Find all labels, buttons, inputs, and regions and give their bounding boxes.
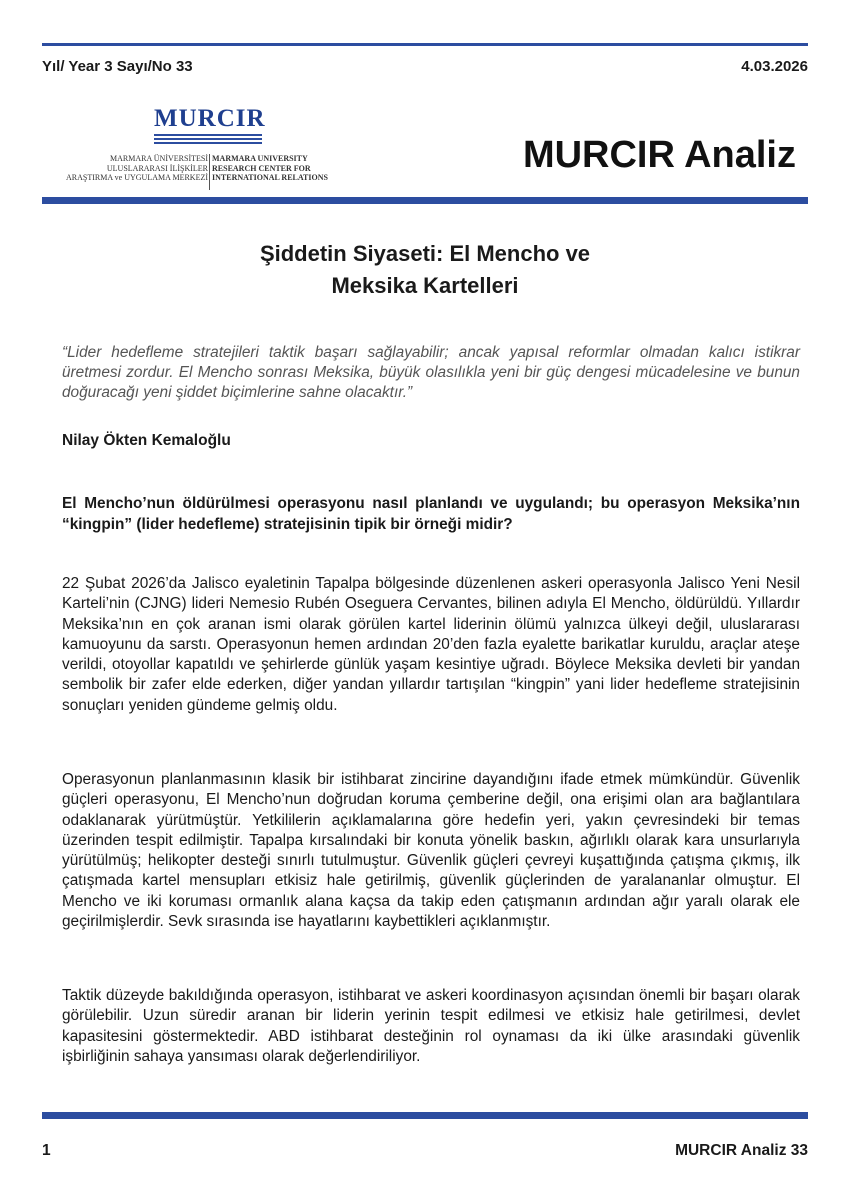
logo-text-english: MARMARA UNIVERSITY RESEARCH CENTER FOR INTERNATIONAL RELATIONS [212, 154, 328, 182]
page-number: 1 [42, 1142, 51, 1159]
footer-publication: MURCIR Analiz 33 [675, 1142, 808, 1159]
body-paragraph-2: Operasyonun planlanmasının klasik bir istihbarat zincirine dayandığını ifade etmek mümkündür. Güvenlik güçleri operasyonu, El Mencho’nun doğrudan koruma çemberine değil, ona erişimi olan ara bağlantılara odaklanarak yürütmüştür. Yetkililerin açıklamalarına göre hedefin yeri, yakın çevresindeki bir temas üzerinden tespit edilmiştir. Tapalpa kırsalındaki bir konuta yönelik baskın, ağırlıklı olarak kara unsurlarıyla yürütülmüş; helikopter desteği sınırlı tutulmuştur. Güvenlik güçleri çevreyi kuşattığında çatışma çıkmış, ilk çatışmada kartel mensupları etkisiz hale getirilmiş, güvenlik güçlerinden de yaralananlar olmuştur. El Mencho ve iki koruması ormanlık alana kaçsa da takip eden çatışmanın ardından ağır yaralı olarak ele geçirilmişlerdir. Sevk sırasında ise hayatlarını kaybettikleri açıklanmıştır. [62, 771, 800, 931]
issue-date: 4.03.2026 [741, 58, 808, 75]
issue-header [42, 58, 808, 75]
logo-divider [209, 154, 210, 190]
page-footer [42, 1142, 808, 1160]
article-title: Şiddetin Siyaseti: El Mencho ve Meksika Kartelleri [259, 241, 591, 298]
issue-number: Yıl/ Year 3 Sayı/No 33 [42, 58, 193, 75]
murcir-logo [62, 106, 352, 192]
author-name: Nilay Ökten Kemaloğlu [62, 432, 231, 449]
lead-question: El Mencho’nun öldürülmesi operasyonu nasıl planlandı ve uygulandı; bu operasyon Meksika’nın “kingpin” (lider hedefleme) stratejisinin tipik bir örneği midir? [62, 495, 800, 533]
body-paragraph-3: Taktik düzeyde bakıldığında operasyon, istihbarat ve askeri koordinasyon açısından önemli bir başarı olarak görülebilir. Uzun süredir aranan bir liderin yerinin tespit edilmesi ve etkisiz hale getirilmesi, devlet kapasitesini göstermektedir. ABD istihbarat desteğinin rol oynaması da iki ülke arasındaki güvenlik işbirliğinin sahaya yansıması olarak değerlendiriliyor. [62, 987, 800, 1065]
body-paragraph-1: 22 Şubat 2026’da Jalisco eyaletinin Tapalpa bölgesinde düzenlenen askeri operasyonla Jalisco Yeni Nesil Karteli’nin (CJNG) lideri Nemesio Rubén Oseguera Cervantes, bilinen adıyla El Mencho, öldürüldü. Yıllardır Meksika’nın en çok aranan ismi olarak görülen kartel liderinin ölümü yalnızca ülkeyi değil, uluslararası kamuoyunu da sarstı. Operasyonun hemen ardından 20’den fazla eyalette barikatlar kuruldu, araçlar ateşe verildi, otoyollar kapatıldı ve şehirlerde günlük yaşam kesintiye uğradı. Böylece Meksika devleti bir yandan sembolik bir zafer elde ederken, diğer yandan yıllardır tartışılan “kingpin” yani lider hedefleme stratejisinin sonuçları yeniden gündeme gelmiş oldu. [62, 575, 800, 714]
pull-quote: “Lider hedefleme stratejileri taktik başarı sağlayabilir; ancak yapısal reformlar olmadan kalıcı istikrar üretmesi zordur. El Mencho sonrası Meksika, büyük olasılıkla yeni bir güç dengesi mücadelesine ve bunun doğuracağı yeni şiddet biçimlerine sahne olacaktır.” [62, 344, 800, 401]
logo-stripes [154, 134, 262, 146]
top-rule [42, 43, 808, 46]
logo-text-turkish: MARMARA ÜNİVERSİTESİ ULUSLARARASI İLİŞKİLER ARAŞTIRMA ve UYGULAMA MERKEZİ [66, 154, 208, 182]
footer-rule [42, 1112, 808, 1119]
header-rule [42, 197, 808, 204]
brand-title: MURCIR Analiz [522, 134, 796, 176]
logo-wordmark: MURCIR [154, 105, 266, 132]
